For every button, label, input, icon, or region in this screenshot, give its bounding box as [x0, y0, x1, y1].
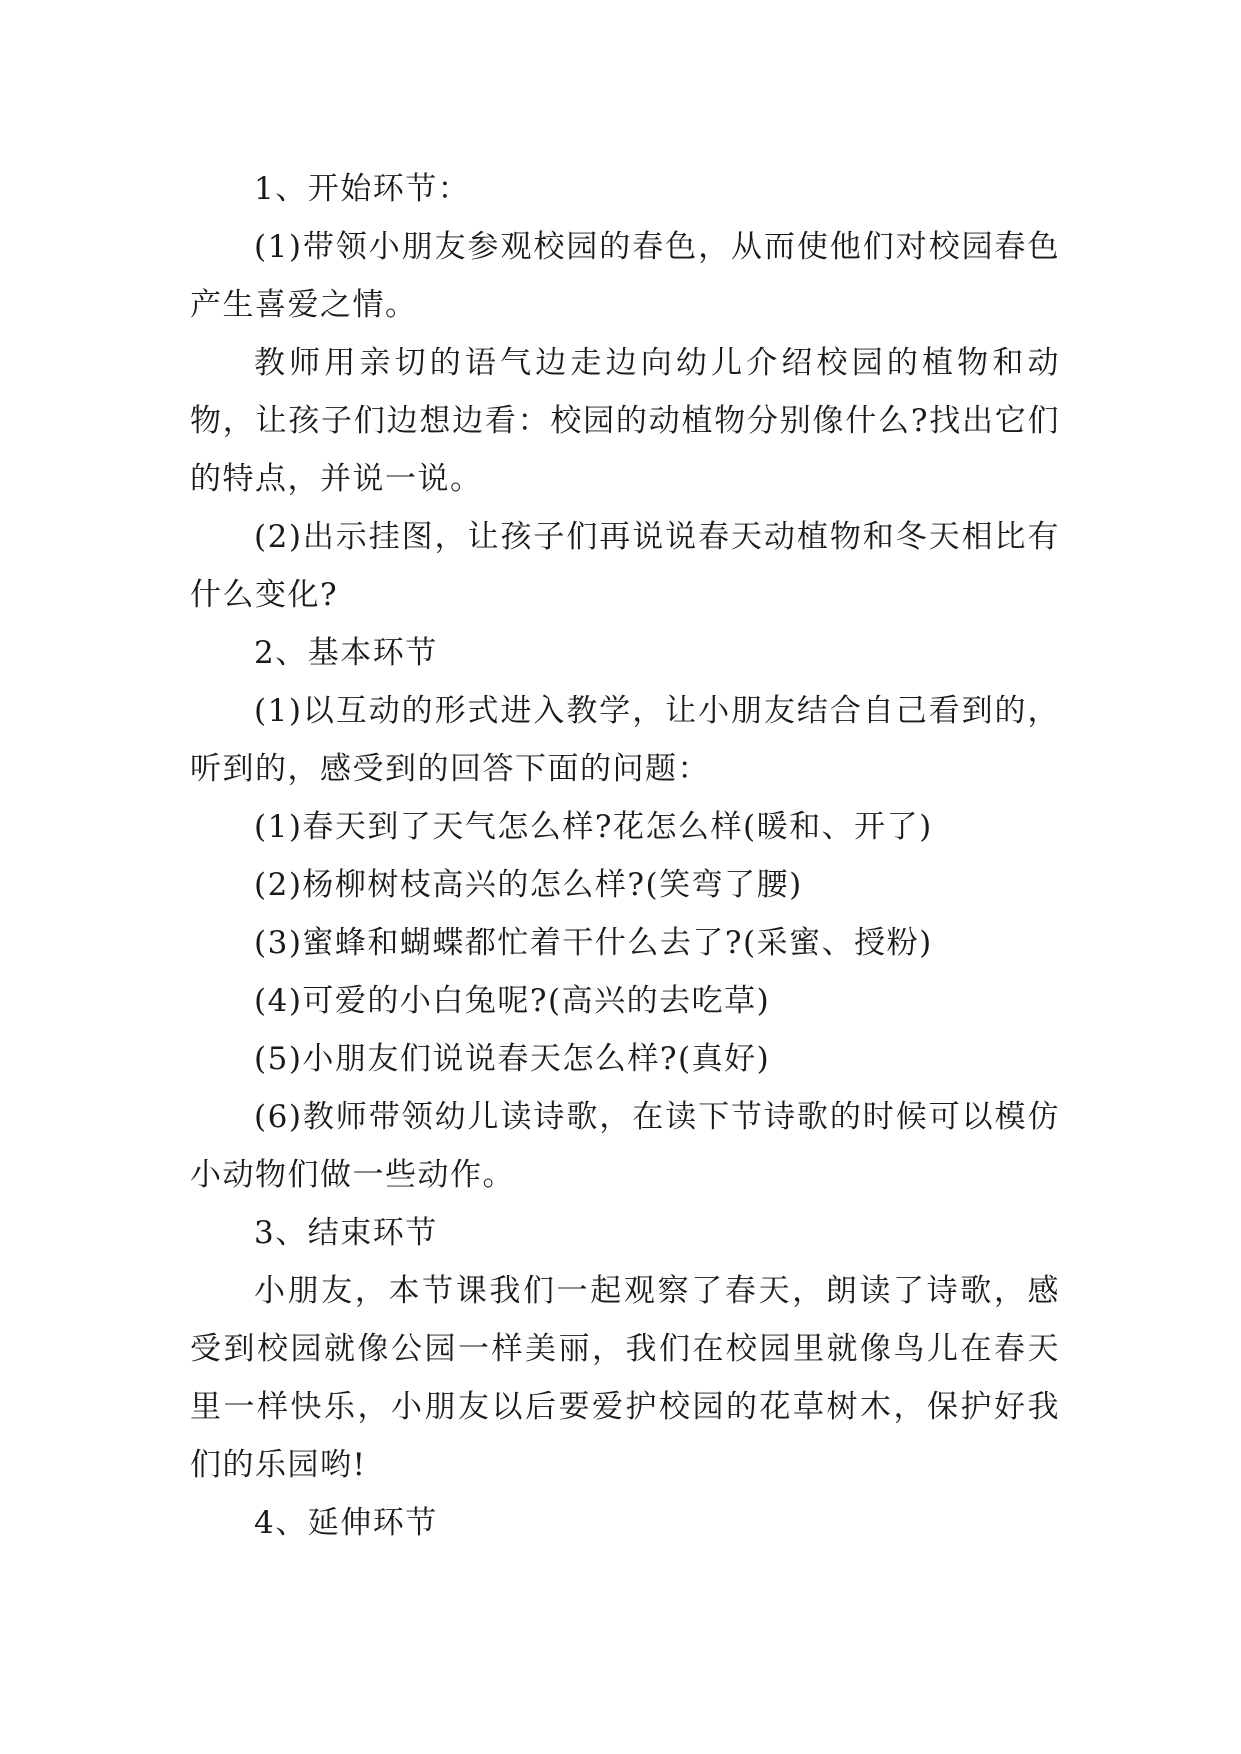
- paragraph: 教师用亲切的语气边走边向幼儿介绍校园的植物和动物，让孩子们边想边看：校园的动植物分别像什么?找出它们的特点，并说一说。: [190, 345, 1060, 497]
- paragraph: (1)带领小朋友参观校园的春色，从而使他们对校园春色产生喜爱之情。: [190, 229, 1060, 323]
- question-item: (3)蜜蜂和蝴蝶都忙着干什么去了?(采蜜、授粉): [254, 925, 933, 961]
- paragraph: (6)教师带领幼儿读诗歌，在读下节诗歌的时候可以模仿小动物们做一些动作。: [190, 1099, 1060, 1193]
- section-heading-start: 1、开始环节：: [254, 171, 471, 207]
- question-item: (5)小朋友们说说春天怎么样?(真好): [254, 1041, 771, 1077]
- paragraph: (2)出示挂图，让孩子们再说说春天动植物和冬天相比有什么变化?: [190, 519, 1060, 613]
- question-item: (1)春天到了天气怎么样?花怎么样(暖和、开了): [254, 809, 933, 845]
- question-item: (4)可爱的小白兔呢?(高兴的去吃草): [254, 983, 771, 1019]
- document-body: [190, 160, 1060, 1552]
- section-heading-end: 3、结束环节: [254, 1215, 438, 1251]
- section-heading-extension: 4、延伸环节: [254, 1505, 438, 1541]
- question-item: (2)杨柳树枝高兴的怎么样?(笑弯了腰): [254, 867, 803, 903]
- section-heading-basic: 2、基本环节: [254, 635, 438, 671]
- paragraph: 小朋友，本节课我们一起观察了春天，朗读了诗歌，感受到校园就像公园一样美丽，我们在校园里就像鸟儿在春天里一样快乐，小朋友以后要爱护校园的花草树木，保护好我们的乐园哟!: [190, 1273, 1060, 1483]
- paragraph: (1)以互动的形式进入教学，让小朋友结合自己看到的，听到的，感受到的回答下面的问题：: [190, 693, 1060, 787]
